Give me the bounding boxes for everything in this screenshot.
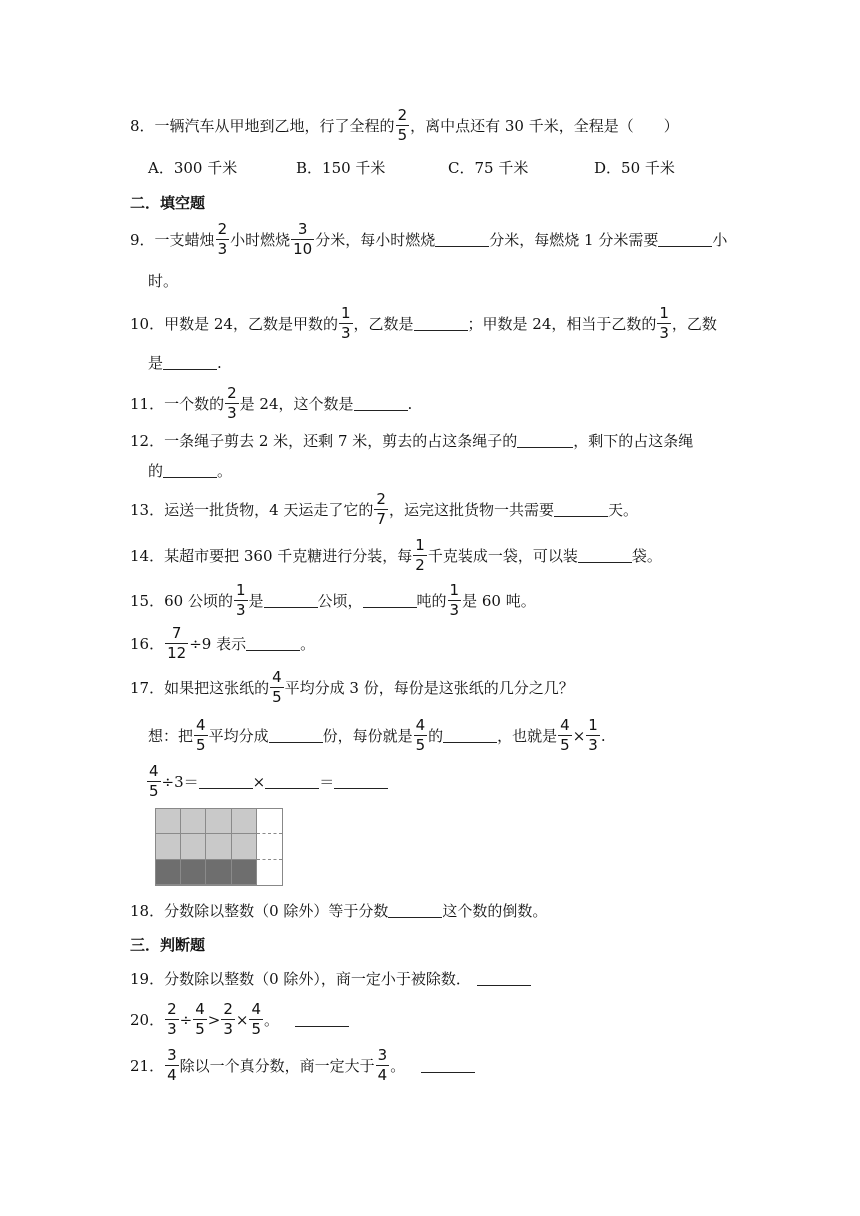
question-number: 17． <box>130 679 165 698</box>
question-text: 一条绳子剪去 2 米，还剩 7 米，剪去的占这条绳子的 <box>164 432 518 450</box>
question-text: 是 24，这个数是 <box>239 395 354 414</box>
numerator: 4 <box>272 668 282 686</box>
fraction <box>165 1048 179 1083</box>
fraction <box>165 626 188 661</box>
question-10 <box>130 306 717 341</box>
question-text: 千克装成一袋，可以装 <box>427 547 578 566</box>
question-text: ，乙数 <box>671 315 717 334</box>
answer-blank[interactable] <box>443 728 497 743</box>
grid-cell <box>257 809 282 834</box>
question-text: 运送一批货物，4 天运走了它的 <box>164 501 374 520</box>
answer-blank[interactable] <box>414 316 468 331</box>
grid-cell <box>156 834 181 859</box>
numerator: 4 <box>415 716 426 734</box>
question-19 <box>130 968 531 989</box>
question-text: 公顷， <box>317 592 363 611</box>
numerator: 3 <box>167 1046 177 1064</box>
denominator: 3 <box>167 1020 177 1039</box>
question-number: 10． <box>130 315 165 334</box>
question-16 <box>130 626 315 661</box>
fraction <box>165 1002 179 1037</box>
fraction <box>376 1048 390 1083</box>
grid-cell <box>232 834 257 859</box>
option-b: B．150 千米 <box>296 159 386 177</box>
numerator: 2 <box>227 384 237 402</box>
answer-blank[interactable] <box>295 1012 349 1027</box>
question-text: 分米，每燃烧 1 分米需要 <box>489 231 659 250</box>
denominator: 5 <box>149 782 159 801</box>
question-text: 平均分成 3 份，每份是这张纸的几分之几？ <box>284 679 574 698</box>
question-17 <box>130 670 574 705</box>
answer-blank[interactable] <box>658 232 712 247</box>
question-text: 是 <box>148 354 164 372</box>
numerator: 4 <box>560 716 570 734</box>
answer-blank[interactable] <box>264 593 318 608</box>
question-text: ，运完这批货物一共需要 <box>388 501 554 520</box>
question-text: ÷9 表示 <box>189 635 247 654</box>
question-15 <box>130 583 536 618</box>
question-9 <box>130 222 727 257</box>
denominator: 3 <box>223 1020 233 1039</box>
numerator: 1 <box>235 581 246 599</box>
question-text: 的 <box>428 727 444 746</box>
question-17-calc <box>146 764 388 799</box>
question-number: 20． <box>130 1011 165 1030</box>
question-text: 袋。 <box>631 547 662 566</box>
question-text: ÷ <box>179 1010 193 1029</box>
numerator: 2 <box>217 220 228 238</box>
answer-blank[interactable] <box>388 903 442 918</box>
answer-blank[interactable] <box>199 774 253 789</box>
numerator: 7 <box>171 624 182 642</box>
question-text: 分数除以整数（0 除外）等于分数 <box>164 902 389 920</box>
fraction <box>234 583 248 618</box>
question-13 <box>130 492 638 527</box>
numerator: 2 <box>397 106 408 124</box>
question-number: 13． <box>130 501 165 520</box>
question-text: 是 60 吨。 <box>462 592 536 611</box>
question-number: 18． <box>130 902 165 920</box>
numerator: 3 <box>377 1046 388 1064</box>
question-21 <box>130 1048 475 1083</box>
fraction <box>270 670 284 705</box>
question-text: . <box>600 726 606 745</box>
denominator: 4 <box>167 1066 177 1085</box>
answer-blank[interactable] <box>334 774 388 789</box>
answer-blank[interactable] <box>554 502 608 517</box>
question-text: 除以一个真分数，商一定大于 <box>179 1057 375 1076</box>
grid-cell <box>206 809 231 834</box>
numerator: 1 <box>659 304 669 322</box>
numerator: 2 <box>223 1000 233 1018</box>
numerator: 1 <box>340 304 351 322</box>
denominator: 3 <box>588 736 598 755</box>
answer-blank[interactable] <box>163 355 217 370</box>
denominator: 5 <box>415 736 426 755</box>
fraction <box>413 538 427 573</box>
grid-cell <box>206 834 231 859</box>
question-18 <box>130 900 547 921</box>
question-text: 一辆汽车从甲地到乙地，行了全程的 <box>154 117 395 136</box>
question-text: 一个数的 <box>164 395 225 414</box>
question-text: . <box>217 353 222 372</box>
denominator: 7 <box>376 510 386 529</box>
numerator: 1 <box>588 716 598 734</box>
question-8 <box>130 108 679 143</box>
grid-cell <box>257 860 282 885</box>
answer-blank[interactable] <box>477 971 531 986</box>
question-text: ，乙数是 <box>353 315 414 334</box>
grid-cell <box>206 860 231 885</box>
numerator: 2 <box>376 490 386 508</box>
question-number: 12． <box>130 432 165 450</box>
answer-blank[interactable] <box>421 1058 475 1073</box>
question-text: 分数除以整数（0 除外），商一定小于被除数． <box>164 970 471 988</box>
answer-blank[interactable] <box>363 593 417 608</box>
question-12 <box>130 430 693 451</box>
question-17-think <box>148 718 606 753</box>
fraction <box>414 718 428 753</box>
denominator: 5 <box>196 736 206 755</box>
fraction <box>225 386 239 421</box>
grid-cell <box>156 809 181 834</box>
answer-blank[interactable] <box>354 396 408 411</box>
question-text: 。 <box>264 1011 280 1030</box>
section-heading-fill-in: 二．填空题 <box>130 194 206 212</box>
question-text: 某超市要把 360 千克糖进行分装，每 <box>164 547 413 566</box>
fraction <box>216 222 230 257</box>
question-text: ，离中点还有 30 千米，全程是（ ） <box>410 117 679 136</box>
numerator: 4 <box>149 762 159 780</box>
question-text: ÷3＝ <box>161 773 199 792</box>
denominator: 5 <box>195 1020 205 1039</box>
question-text: 。 <box>300 635 316 654</box>
grid-cell <box>181 809 206 834</box>
numerator: 4 <box>251 1000 262 1018</box>
denominator: 5 <box>272 688 282 707</box>
option-a: A．300 千米 <box>148 159 238 177</box>
question-text: 一支蜡烛 <box>154 231 215 250</box>
question-text: × <box>252 772 266 791</box>
question-text: 如果把这张纸的 <box>164 679 270 698</box>
denominator: 2 <box>415 556 425 575</box>
denominator: 5 <box>560 736 570 755</box>
denominator: 5 <box>251 1020 262 1039</box>
fraction <box>586 718 600 753</box>
question-text: 天。 <box>607 501 638 520</box>
fraction <box>194 718 208 753</box>
fraction <box>221 1002 235 1037</box>
question-number: 11． <box>130 395 165 414</box>
denominator: 10 <box>293 240 313 259</box>
denominator: 3 <box>449 601 460 620</box>
denominator: 3 <box>217 240 228 259</box>
fraction <box>193 1002 207 1037</box>
fraction <box>558 718 572 753</box>
answer-blank[interactable] <box>517 433 573 448</box>
section-heading-true-false: 三．判断题 <box>130 936 206 954</box>
grid-cell <box>232 809 257 834</box>
numerator: 1 <box>415 536 425 554</box>
question-14 <box>130 538 662 573</box>
fraction <box>657 306 671 341</box>
question-text: 想：把 <box>148 727 194 746</box>
question-text: ，剩下的占这条绳 <box>573 432 694 450</box>
question-text: 。 <box>217 462 233 480</box>
question-number: 9． <box>130 231 155 250</box>
question-text: 分米，每小时燃烧 <box>315 231 436 250</box>
fraction <box>448 583 462 618</box>
question-text: × <box>235 1010 249 1029</box>
fraction <box>249 1002 263 1037</box>
answer-blank[interactable] <box>265 774 319 789</box>
denominator: 3 <box>659 324 669 343</box>
fraction <box>339 306 353 341</box>
question-text: ；甲数是 24，相当于乙数的 <box>467 315 657 334</box>
fraction <box>396 108 410 143</box>
fraction <box>374 492 388 527</box>
numerator: 1 <box>449 581 460 599</box>
question-text: ，也就是 <box>497 727 558 746</box>
answer-blank[interactable] <box>163 463 217 478</box>
fraction <box>147 764 161 799</box>
numerator: 3 <box>297 220 308 238</box>
denominator: 12 <box>167 644 187 663</box>
answer-blank[interactable] <box>435 232 489 247</box>
denominator: 5 <box>397 126 408 145</box>
question-number: 14． <box>130 547 165 566</box>
paper-fraction-diagram <box>155 808 283 886</box>
answer-blank[interactable] <box>246 636 300 651</box>
option-d: D．50 千米 <box>594 159 675 177</box>
question-text: 。 <box>390 1057 406 1076</box>
question-number: 19． <box>130 970 165 988</box>
question-12-continued <box>148 460 232 481</box>
grid-cell <box>232 860 257 885</box>
question-text: 吨的 <box>416 592 447 611</box>
answer-blank[interactable] <box>269 728 323 743</box>
numerator: 2 <box>167 1000 177 1018</box>
grid-cell <box>181 834 206 859</box>
question-11 <box>130 386 412 421</box>
question-text: 的 <box>148 462 164 480</box>
denominator: 3 <box>235 601 246 620</box>
question-text: > <box>207 1010 221 1029</box>
question-number: 8． <box>130 117 155 136</box>
option-c: C．75 千米 <box>448 159 529 177</box>
question-text: 小时燃烧 <box>230 231 291 250</box>
question-text: 这个数的倒数。 <box>442 902 548 920</box>
grid-cell <box>181 860 206 885</box>
question-text: 份，每份就是 <box>322 727 413 746</box>
question-10-continued <box>148 352 222 373</box>
question-number: 16． <box>130 635 165 654</box>
question-text: ＝ <box>319 773 335 792</box>
question-number: 21． <box>130 1057 165 1076</box>
question-text: 60 公顷的 <box>164 592 233 611</box>
grid-cell <box>257 834 282 859</box>
question-number: 15． <box>130 592 165 611</box>
question-text: 甲数是 24，乙数是甲数的 <box>164 315 338 334</box>
numerator: 4 <box>196 716 206 734</box>
numerator: 4 <box>195 1000 205 1018</box>
answer-blank[interactable] <box>578 548 632 563</box>
denominator: 4 <box>377 1066 388 1085</box>
denominator: 3 <box>227 404 237 423</box>
denominator: 3 <box>340 324 351 343</box>
question-text: 是 <box>248 592 264 611</box>
question-20 <box>130 1002 349 1037</box>
grid-cell <box>156 860 181 885</box>
question-9-continued: 时。 <box>148 272 179 290</box>
question-text: × <box>572 726 586 745</box>
question-text: . <box>407 394 413 413</box>
fraction <box>291 222 314 257</box>
question-text: 小 <box>712 231 728 250</box>
question-text: 平均分成 <box>208 727 269 746</box>
